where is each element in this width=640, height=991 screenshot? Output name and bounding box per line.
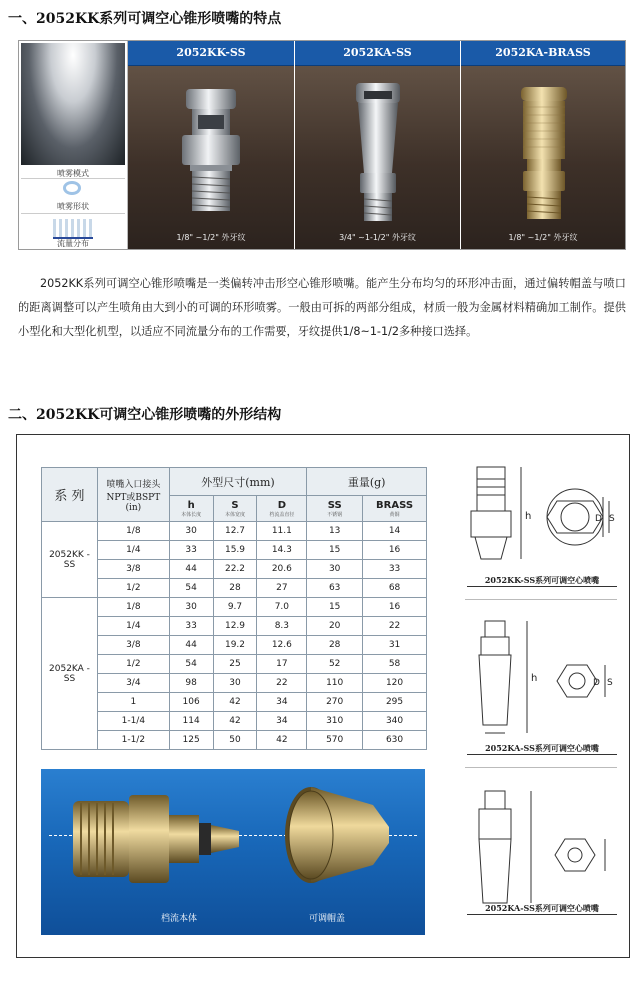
spray-info-column (19, 41, 128, 249)
dimension-header: 外型尺寸(mm) (169, 468, 307, 496)
table-cell: 1-1/2 (97, 731, 169, 750)
table-row (42, 655, 427, 674)
table-cell: 54 (169, 655, 213, 674)
table-cell: 50 (213, 731, 257, 750)
table-cell: 9.7 (213, 598, 257, 617)
table-cell: 52 (307, 655, 363, 674)
thread-spec: 1/8" ~1/2" 外牙纹 (508, 233, 578, 242)
table-cell: 16 (363, 598, 427, 617)
table-cell: 3/8 (97, 636, 169, 655)
table-cell: 30 (169, 598, 213, 617)
table-cell: 25 (213, 655, 257, 674)
product-name: 2052KK-SS (128, 41, 294, 66)
table-cell: 1/4 (97, 617, 169, 636)
table-cell: 310 (307, 712, 363, 731)
table-cell: 22 (257, 674, 307, 693)
drawing-kk-ss (457, 457, 617, 587)
table-cell: 42 (213, 693, 257, 712)
table-cell: 11.1 (257, 522, 307, 541)
product-name: 2052KA-SS (295, 41, 460, 66)
spray-shape-label: 喷雾形状 (57, 202, 89, 211)
description-text: 2052KK系列可调空心锥形喷嘴是一类偏转冲击形空心锥形喷嘴。能产生分布均匀的环形冲击面，通过偏转帽盖与喷口的距离调整可以产生喷角由大到小的可调的环形喷雾。一般由可拆的两部分组成，材质一般为金属材料精确加工制作。提供小型化和大型化机型，以适应不同流量分布的工作需要，牙纹提供1/8~1-1/2多种接口选择。 (18, 277, 626, 338)
table-cell: 120 (363, 674, 427, 693)
table-cell: 33 (363, 560, 427, 579)
table-cell: 630 (363, 731, 427, 750)
drawing-ka-ss (457, 615, 617, 745)
table-cell: 34 (257, 712, 307, 731)
nozzle-body-image (67, 787, 247, 887)
table-cell: 13 (307, 522, 363, 541)
table-cell: 1/2 (97, 655, 169, 674)
s-header: S 本体宽度 (213, 496, 257, 522)
table-cell: 28 (307, 636, 363, 655)
table-cell: 27 (257, 579, 307, 598)
table-cell: 30 (169, 522, 213, 541)
table-cell: 110 (307, 674, 363, 693)
product-name: 2052KA-BRASS (461, 41, 625, 66)
table-cell: 1/8 (97, 522, 169, 541)
table-cell: 3/4 (97, 674, 169, 693)
table-cell: 33 (169, 541, 213, 560)
body-label: 档流本体 (161, 914, 198, 924)
series-cell: 2052KK -SS (42, 522, 98, 598)
table-cell: 22.2 (213, 560, 257, 579)
table-cell: 34 (257, 693, 307, 712)
spray-pattern-image (21, 43, 125, 165)
drawing-caption: 2052KA-SS系列可调空心喷嘴 (467, 743, 617, 755)
section-2-title: 二、2052KK可调空心锥形喷嘴的外形结构 (8, 407, 282, 423)
table-cell: 16 (363, 541, 427, 560)
table-cell: 31 (363, 636, 427, 655)
table-row (42, 522, 427, 541)
table-row (42, 541, 427, 560)
table-cell: 3/8 (97, 560, 169, 579)
inlet-header: 喷嘴入口接头 NPT或BSPT (in) (97, 468, 169, 522)
table-row (42, 598, 427, 617)
flow-distribution-label: 流量分布 (57, 239, 89, 248)
table-cell: 42 (213, 712, 257, 731)
table-cell: 270 (307, 693, 363, 712)
series-header: 系 列 (42, 468, 98, 522)
table-cell: 42 (257, 731, 307, 750)
thread-spec: 3/4" ~1-1/2" 外牙纹 (339, 233, 416, 242)
table-cell: 15 (307, 541, 363, 560)
dim-s: S (607, 678, 613, 688)
table-cell: 14 (363, 522, 427, 541)
section-1-title: 一、2052KK系列可调空心锥形喷嘴的特点 (8, 11, 282, 27)
table-cell: 1 (97, 693, 169, 712)
table-cell: 12.6 (257, 636, 307, 655)
table-cell: 20.6 (257, 560, 307, 579)
table-row (42, 636, 427, 655)
table-row (42, 712, 427, 731)
table-cell: 28 (213, 579, 257, 598)
table-cell: 15 (307, 598, 363, 617)
table-cell: 20 (307, 617, 363, 636)
table-cell: 12.7 (213, 522, 257, 541)
table-row (42, 731, 427, 750)
ss-header: SS 不锈钢 (307, 496, 363, 522)
h-header: h 本体长度 (169, 496, 213, 522)
table-cell: 1/8 (97, 598, 169, 617)
table-cell: 570 (307, 731, 363, 750)
table-cell: 12.9 (213, 617, 257, 636)
table-row (42, 693, 427, 712)
table-cell: 63 (307, 579, 363, 598)
structure-box (16, 434, 630, 958)
product-panel-ka-brass (461, 41, 625, 249)
product-panel-kk-ss (128, 41, 294, 249)
table-cell: 68 (363, 579, 427, 598)
table-cell: 33 (169, 617, 213, 636)
product-panel-ka-ss (295, 41, 460, 249)
nozzle-ka-ss-image (350, 81, 406, 223)
series-cell: 2052KA -SS (42, 598, 98, 750)
dim-h: h (531, 673, 538, 684)
table-row (42, 579, 427, 598)
table-cell: 22 (363, 617, 427, 636)
product-description (18, 272, 626, 344)
table-cell: 17 (257, 655, 307, 674)
table-cell: 114 (169, 712, 213, 731)
table-cell: 44 (169, 560, 213, 579)
table-cell: 295 (363, 693, 427, 712)
table-row (42, 617, 427, 636)
table-cell: 58 (363, 655, 427, 674)
dim-d: D (595, 514, 602, 524)
spray-shape-icon (63, 181, 81, 195)
spec-table (41, 467, 427, 750)
drawing-caption: 2052KK-SS系列可调空心喷嘴 (467, 575, 617, 587)
dim-h: h (525, 511, 532, 522)
drawing-ka-ss-large (457, 783, 617, 913)
table-row (42, 560, 427, 579)
d-header: D 档流盖直径 (257, 496, 307, 522)
brass-header: BRASS 黄铜 (363, 496, 427, 522)
product-strip (18, 40, 626, 250)
table-row (42, 674, 427, 693)
table-cell: 44 (169, 636, 213, 655)
dim-d: D (593, 678, 600, 688)
table-cell: 14.3 (257, 541, 307, 560)
table-cell: 98 (169, 674, 213, 693)
drawing-caption: 2052KA-SS系列可调空心喷嘴 (467, 903, 617, 915)
table-cell: 7.0 (257, 598, 307, 617)
thread-spec: 1/8" ~1/2" 外牙纹 (176, 233, 246, 242)
disassembled-nozzle-photo (41, 769, 425, 935)
table-cell: 125 (169, 731, 213, 750)
cap-label: 可调帽盖 (309, 914, 346, 924)
table-cell: 1/2 (97, 579, 169, 598)
nozzle-kk-ss-image (176, 87, 246, 217)
table-cell: 106 (169, 693, 213, 712)
weight-header: 重量(g) (307, 468, 427, 496)
dim-s: S (609, 514, 615, 524)
nozzle-cap-image (277, 783, 397, 889)
table-cell: 340 (363, 712, 427, 731)
spray-pattern-label: 喷雾模式 (57, 169, 89, 178)
table-cell: 19.2 (213, 636, 257, 655)
nozzle-ka-brass-image (515, 85, 573, 223)
table-cell: 1/4 (97, 541, 169, 560)
flow-distribution-icon (53, 219, 93, 239)
table-cell: 1-1/4 (97, 712, 169, 731)
table-cell: 54 (169, 579, 213, 598)
table-cell: 30 (307, 560, 363, 579)
table-cell: 15.9 (213, 541, 257, 560)
table-cell: 30 (213, 674, 257, 693)
table-cell: 8.3 (257, 617, 307, 636)
